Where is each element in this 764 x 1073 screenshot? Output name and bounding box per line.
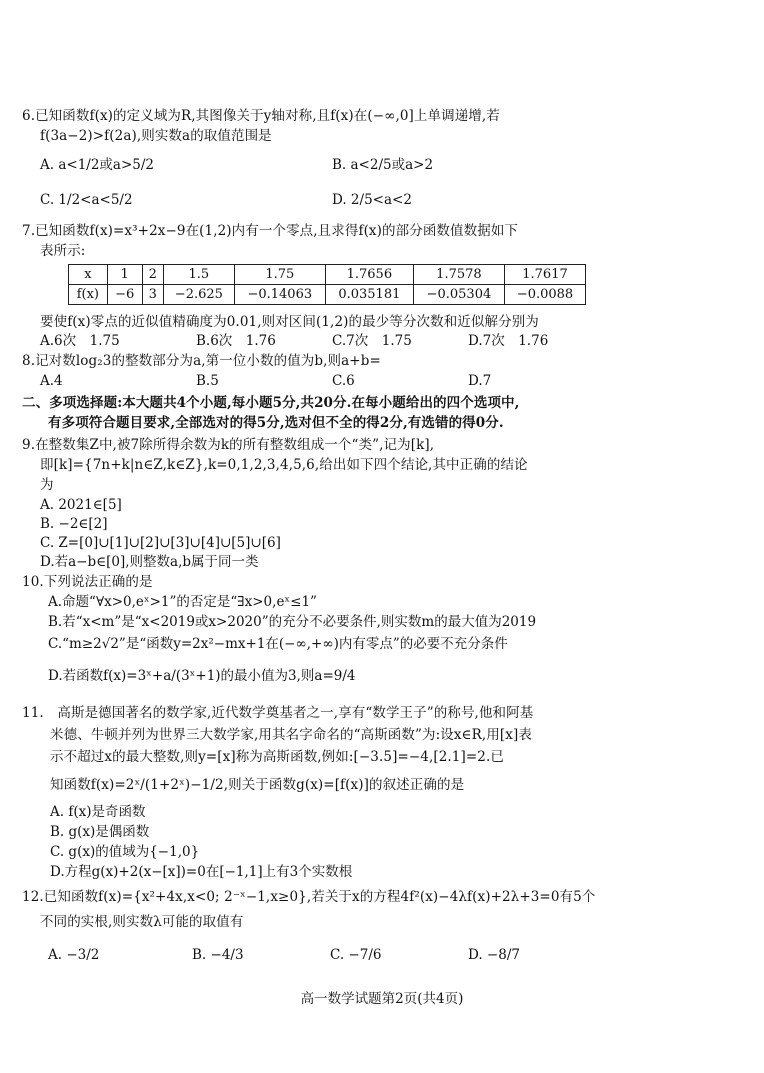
q7-option-a: A.6次 1.75 <box>40 333 120 349</box>
q11-option-d: D.方程g(x)+2(x−[x])=0在[−1,1]上有3个实数根 <box>50 864 353 880</box>
section2-heading-line1: 二、多项选择题:本大题共4个小题,每小题5分,共20分.在每小题给出的四个选项中, <box>22 395 520 411</box>
q7-option-b: B.6次 1.76 <box>196 333 276 349</box>
table-cell: −0.14063 <box>234 285 325 305</box>
q12-option-a: A. −3/2 <box>48 947 100 963</box>
table-row-x <box>69 265 586 285</box>
table-cell: −0.05304 <box>413 285 504 305</box>
q11-option-c: C. g(x)的值域为{−1,0} <box>50 844 200 860</box>
q12-option-b: B. −4/3 <box>192 947 244 963</box>
q9-option-c: C. Z=[0]∪[1]∪[2]∪[3]∪[4]∪[5]∪[6] <box>40 535 281 551</box>
q11-option-a: A. f(x)是奇函数 <box>50 804 146 820</box>
q11-line1: 11. 高斯是德国著名的数学家,近代数学奠基者之一,享有“数学王子”的称号,他和阿基 <box>22 705 534 721</box>
q12-option-c: C. −7/6 <box>330 947 382 963</box>
table-cell: f(x) <box>69 285 108 305</box>
q8-line1: 8.记对数log₂3的整数部分为a,第一位小数的值为b,则a+b= <box>22 353 381 369</box>
q6-option-c: C. 1/2<a<5/2 <box>40 192 133 208</box>
q10-option-d: D.若函数f(x)=3ˣ+a/(3ˣ+1)的最小值为3,则a=9/4 <box>48 668 356 684</box>
q7-option-d: D.7次 1.76 <box>468 333 549 349</box>
table-cell: 1.7617 <box>505 265 586 285</box>
q7-line3: 要使f(x)零点的近似值精确度为0.01,则对区间(1,2)的最少等分次数和近似解分别为 <box>40 314 539 330</box>
q6-option-a: A. a<1/2或a>5/2 <box>40 157 155 173</box>
q9-line3: 为 <box>40 477 54 493</box>
q10-line1: 10.下列说法正确的是 <box>22 574 153 590</box>
q11-line2: 米德、牛顿并列为世界三大数学家,用其名字命名的“高斯函数”为:设x∈R,用[x]表 <box>50 727 532 743</box>
table-row-fx <box>69 285 586 305</box>
q6-line1: 6.已知函数f(x)的定义域为R,其图像关于y轴对称,且f(x)在(−∞,0]上单调递增,若 <box>22 108 500 124</box>
section2-heading-line2: 有多项符合题目要求,全部选对的得5分,选对但不全的得2分,有选错的得0分. <box>48 415 504 431</box>
q6-line2: f(3a−2)>f(2a),则实数a的取值范围是 <box>40 128 272 144</box>
q9-option-d: D.若a−b∈[0],则整数a,b属于同一类 <box>40 554 259 570</box>
table-cell: 1.7656 <box>325 265 413 285</box>
q11-line4: 知函数f(x)=2ˣ/(1+2ˣ)−1/2,则关于函数g(x)=[f(x)]的叙述正确的是 <box>50 777 465 793</box>
q8-option-a: A.4 <box>40 373 63 389</box>
q8-option-d: D.7 <box>468 373 492 389</box>
table-cell: 3 <box>142 285 163 305</box>
q7-line1: 7.已知函数f(x)=x³+2x−9在(1,2)内有一个零点,且求得f(x)的部分函数值数据如下 <box>22 223 519 239</box>
table-cell: −6 <box>107 285 142 305</box>
table-cell: x <box>69 265 108 285</box>
q10-option-a: A.命题“∀x>0,eˣ>1”的否定是“∃x>0,eˣ≤1” <box>48 594 317 610</box>
q8-option-c: C.6 <box>332 373 355 389</box>
q6-option-b: B. a<2/5或a>2 <box>332 157 434 173</box>
q10-option-b: B.若“x<m”是“x<2019或x>2020”的充分不必要条件,则实数m的最大值为2019 <box>48 614 537 630</box>
q9-option-b: B. −2∈[2] <box>40 516 108 532</box>
q6-option-d: D. 2/5<a<2 <box>332 192 412 208</box>
q12-line2: 不同的实根,则实数λ可能的取值有 <box>40 914 244 930</box>
q8-option-b: B.5 <box>196 373 219 389</box>
table-cell: 1 <box>107 265 142 285</box>
table-cell: 1.75 <box>234 265 325 285</box>
table-cell: 0.035181 <box>325 285 413 305</box>
q10-option-c: C.“m≥2√2”是“函数y=2x²−mx+1在(−∞,+∞)内有零点”的必要不充分条件 <box>48 636 508 652</box>
table-cell: 1.5 <box>164 265 235 285</box>
table-cell: 2 <box>142 265 163 285</box>
q11-line3: 示不超过x的最大整数,则y=[x]称为高斯函数,例如:[−3.5]=−4,[2.1]=2.已 <box>50 749 504 765</box>
q7-value-table <box>68 264 586 305</box>
table-cell: −0.0088 <box>505 285 586 305</box>
q7-option-c: C.7次 1.75 <box>332 333 412 349</box>
table-cell: 1.7578 <box>413 265 504 285</box>
q12-option-d: D. −8/7 <box>468 947 520 963</box>
page-footer: 高一数学试题第2页(共4页) <box>300 991 464 1007</box>
table-cell: −2.625 <box>164 285 235 305</box>
q9-option-a: A. 2021∈[5] <box>40 497 122 513</box>
q11-option-b: B. g(x)是偶函数 <box>50 824 150 840</box>
q7-line2: 表所示: <box>40 243 86 259</box>
q9-line2: 即[k]={7n+k|n∈Z,k∈Z},k=0,1,2,3,4,5,6,给出如下四个结论,其中正确的结论 <box>40 457 528 473</box>
q12-line1: 12.已知函数f(x)={x²+4x,x<0; 2⁻ˣ−1,x≥0},若关于x的方程4f²(x)−4λf(x)+2λ+3=0有5个 <box>22 889 596 905</box>
q9-line1: 9.在整数集Z中,被7除所得余数为k的所有整数组成一个“类”,记为[k], <box>22 437 435 453</box>
